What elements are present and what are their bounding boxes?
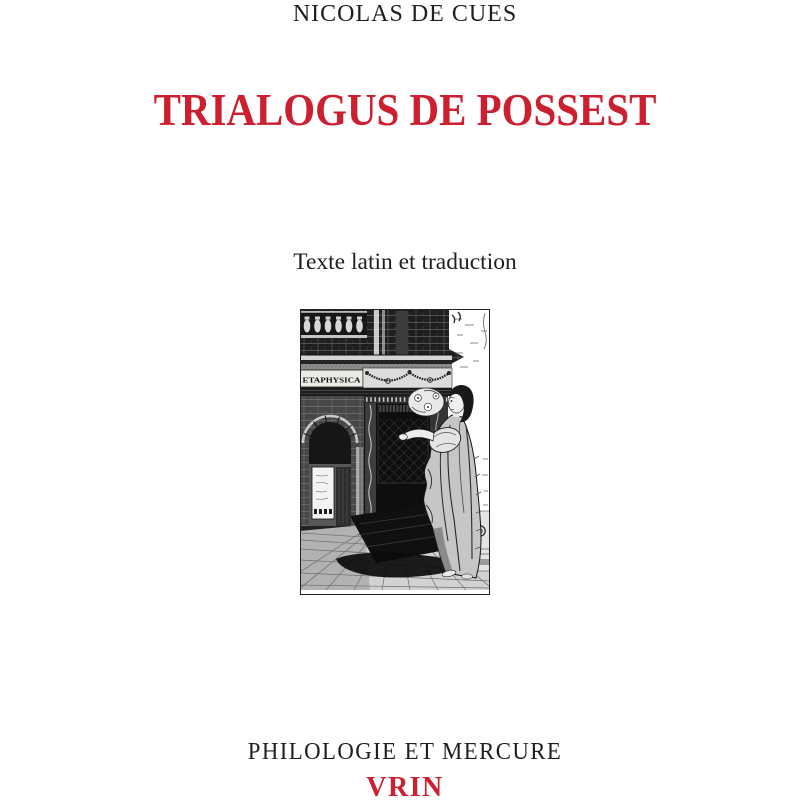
engraving-arch (300, 396, 364, 534)
cover-engraving (300, 309, 490, 595)
book-title: TRIALOGUS DE POSSEST (153, 84, 657, 135)
engraving-lintel (300, 370, 363, 387)
collection-name: PHILOLOGIE ET MERCURE (247, 739, 563, 765)
engraving-balustrade (301, 311, 367, 338)
subtitle: Texte latin et traduction (293, 249, 517, 275)
engraving-lintel-text: ETAPHYSICA (302, 375, 362, 385)
engraving-garland-frieze (363, 368, 452, 388)
publisher-name: VRIN (366, 772, 444, 803)
engraving-capital-ornament (408, 388, 444, 416)
author-name: NICOLAS DE CUES (292, 1, 518, 27)
